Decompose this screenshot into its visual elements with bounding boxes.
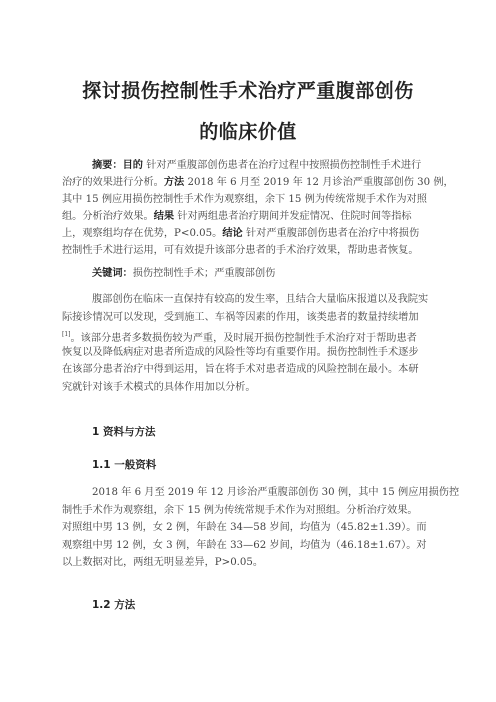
intro-paragraph [62, 291, 447, 397]
subsection-heading: 1.1 一般资料 [92, 459, 157, 471]
body-line: 2018 年 6 月至 2019 年 12 月诊治严重腹部创伤 30 例，其中 15 例应用损伤控 [92, 487, 460, 498]
keywords [92, 264, 275, 279]
body-line-text: 。该部分患者多数损伤较为严重，及时展开损伤控制性手术治疗对于帮助患者 [70, 333, 417, 345]
conclusion-text-cont: 控制性手术进行运用，可有效提升该部分患者的手术治疗效果，帮助患者恢复。 [62, 245, 419, 256]
conclusion-label: 结论 [222, 228, 243, 239]
body-line: 对照组中男 13 例，女 2 例，年龄在 34—58 岁间，均值为（45.82±1.39）。而 [62, 522, 427, 534]
abstract-line [62, 174, 454, 191]
result-text-cont: 上，观察组均存在优势，P<0.05。 [62, 228, 223, 239]
body-line: 恢复以及降低病症对患者所造成的风险性等均有重要作用。损伤控制性手术逐步 [62, 346, 419, 358]
result-label: 结果 [153, 211, 175, 222]
purpose-text-cont: 治疗的效果进行分析。 [62, 177, 164, 188]
body-line: 际接诊情况可以发现，受到施工、车祸等因素的作用，该类患者的数量持续增加 [62, 311, 419, 323]
abstract-line [62, 191, 442, 208]
body-line: 观察组中男 12 例，女 3 例，年龄在 33—62 岁间，均值为（46.18±1.67）。对 [62, 539, 427, 551]
method-text: 2018 年 6 月至 2019 年 12 月诊治严重腹部创伤 30 例， [187, 177, 454, 188]
body-line: 究就针对该手术模式的具体作用加以分析。 [62, 381, 256, 393]
abstract-line [62, 157, 442, 174]
citation-ref: [1] [62, 331, 71, 339]
method-label: 方法 [163, 177, 185, 188]
abstract-line [62, 242, 442, 259]
keywords-label: 关键词： [92, 268, 133, 279]
section-heading: 1 资料与方法 [92, 426, 156, 438]
paper-title-line-1: 探讨损伤控制性手术治疗严重腹部创伤 [82, 80, 414, 102]
purpose-label: 目的 [122, 160, 143, 171]
purpose-text: 针对严重腹部创伤患者在治疗过程中按照损伤控制性手术进行 [146, 160, 422, 171]
abstract [62, 157, 454, 259]
abstract-label: 摘要： [92, 160, 123, 171]
paper-title-line-2: 的临床价值 [199, 121, 297, 143]
body-line: 制性手术作为观察组，余下 15 例为传统常规手术作为对照组。分析治疗效果。 [62, 504, 418, 516]
method-text-cont: 其中 15 例应用损伤控制性手术作为观察组，余下 15 例为传统常规手术作为对照 [62, 194, 427, 205]
body-line [62, 326, 447, 344]
abstract-line [62, 225, 442, 242]
body-line: 以上数据对比，两组无明显差异，P>0.05。 [62, 557, 264, 569]
conclusion-text: 针对严重腹部创伤患者在治疗中将损伤 [245, 228, 420, 239]
method-text-end: 组。分析治疗效果。 [62, 211, 154, 222]
body-line: 在该部分患者治疗中得到运用，旨在将手术对患者造成的风险控制在最小。本研 [62, 364, 419, 376]
abstract-line [62, 208, 442, 225]
keywords-value: 损伤控制性手术；严重腹部创伤 [132, 268, 276, 279]
general-data-paragraph [62, 484, 460, 572]
subsection-heading: 1.2 方法 [92, 599, 136, 611]
body-line: 腹部创伤在临床一直保持有较高的发生率，且结合大量临床报道以及我院实 [92, 294, 429, 305]
result-text: 针对两组患者治疗期间并发症情况、住院时间等指标 [177, 211, 412, 222]
